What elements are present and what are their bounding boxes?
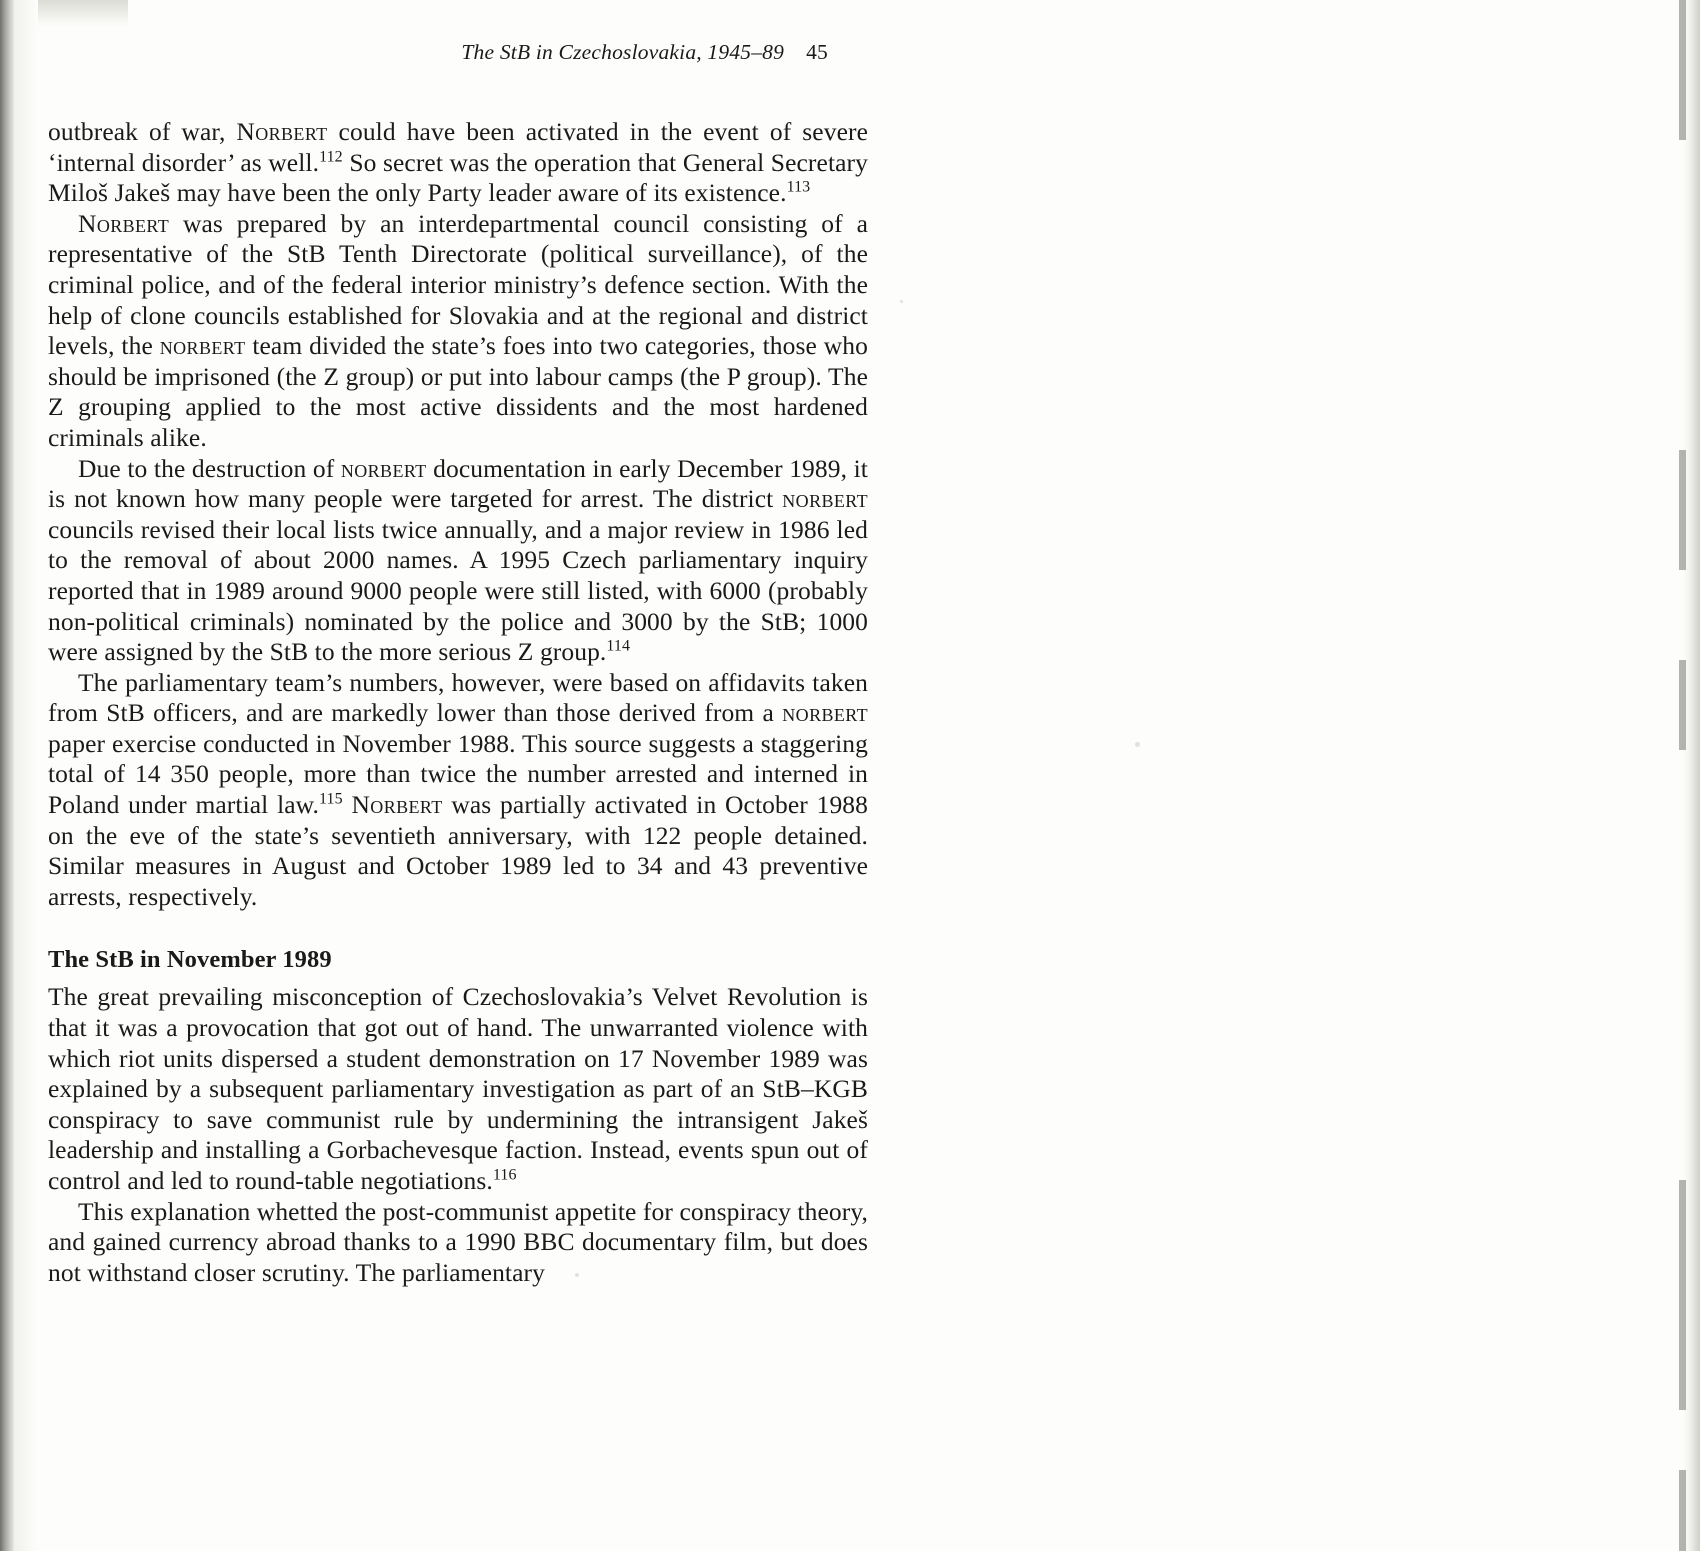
paragraph: The parliamentary team’s numbers, however, were based on affidavits taken from StB officers, and are markedly lower than those derived from a norbert paper exercise conducted in November 1988. This source suggests a staggering total of 14 350 people, more than twice the number arrested and interned in Poland under martial law.$^{115}$ Norbert was partially activated in October 1988 on the eve of the state’s seventieth anniversary, with 122 people detained. Similar measures in August and October 1989 led to 34 and 43 preventive arrests, respectively. — [48, 667, 868, 911]
paragraph: The great prevailing misconception of Czechoslovakia’s Velvet Revolution is that it was a provocation that got out of hand. The unwarranted violence with which riot units dispersed a student demonstration on 17 November 1989 was explained by a subsequent parliamentary investigation as part of an StB–KGB conspiracy to save communist rule by undermining the intransigent Jakeš leadership and installing a Gorbachevesque faction. Instead, events spun out of control and led to round-table negotiations.$^{116}$ — [48, 982, 868, 1195]
right-edge-mark — [1679, 450, 1686, 570]
small-caps-term: Norbert — [351, 790, 443, 820]
small-caps-term: norbert — [782, 698, 868, 728]
small-caps-term: Norbert — [236, 117, 328, 146]
paragraph: Due to the destruction of norbert documentation in early December 1989, it is not known how many people were targeted for arrest. The district norbert councils revised their local lists twice annually, and a major review in 1986 led to the removal of about 2000 names. A 1995 Czech parliamentary inquiry reported that in 1989 around 9000 people were still listed, with 6000 (probably non-political criminals) nominated by the police and 3000 by the StB; 1000 were assigned by the StB to the more serious Z group.$^{114}$ — [48, 453, 868, 667]
small-caps-term: norbert — [340, 453, 427, 483]
right-edge-mark — [1679, 0, 1686, 140]
small-caps-term: Norbert — [78, 208, 170, 238]
small-caps-term: norbert — [782, 484, 868, 514]
left-binding-shadow — [0, 0, 14, 1551]
body-text-before-subhead — [48, 117, 868, 912]
footnote-reference: 115 — [319, 790, 343, 808]
running-head — [48, 40, 828, 65]
paragraph: This explanation whetted the post-communist appetite for conspiracy theory, and gained currency abroad thanks to a 1990 BBC documentary film, but does not withstand closer scrutiny. The parliamentary — [48, 1196, 868, 1287]
paragraph: outbreak of war, Norbert could have been activated in the event of severe ‘internal disorder’ as well.$^{112}$ So secret was the operation that General Secretary Miloš Jakeš may have been the only Party leader aware of its existence.$^{113}$ — [48, 117, 868, 208]
footnote-reference: 114 — [606, 637, 631, 655]
running-head-title: The StB in Czechoslovakia, 1945–89 — [461, 40, 785, 64]
small-caps-term: norbert — [159, 331, 246, 361]
page-content — [48, 40, 868, 1288]
scan-speckle — [1135, 742, 1140, 747]
footnote-reference: 116 — [492, 1166, 517, 1184]
right-edge-mark — [1679, 1180, 1686, 1410]
page-number: 45 — [806, 40, 828, 64]
section-subheading: The StB in November 1989 — [48, 946, 332, 974]
footnote-reference: 112 — [319, 148, 343, 166]
paragraph: Norbert was prepared by an interdepartmental council consisting of a representative of the StB Tenth Directorate (political surveillance), of the criminal police, and of the federal interior ministry’s defence section. With the help of clone councils established for Slovakia and at the regional and district levels, the norbert team divided the state’s foes into two categories, those who should be imprisoned (the Z group) or put into labour camps (the P group). The Z grouping applied to the most active dissidents and the most hardened criminals alike. — [48, 208, 868, 452]
body-text-after-subhead — [48, 982, 868, 1288]
top-left-scan-smudge — [38, 0, 128, 26]
scan-speckle — [900, 300, 903, 303]
right-edge-mark — [1679, 660, 1686, 750]
right-edge-mark — [1679, 1470, 1686, 1551]
footnote-reference: 113 — [786, 178, 811, 196]
left-page-fade — [14, 0, 38, 1551]
